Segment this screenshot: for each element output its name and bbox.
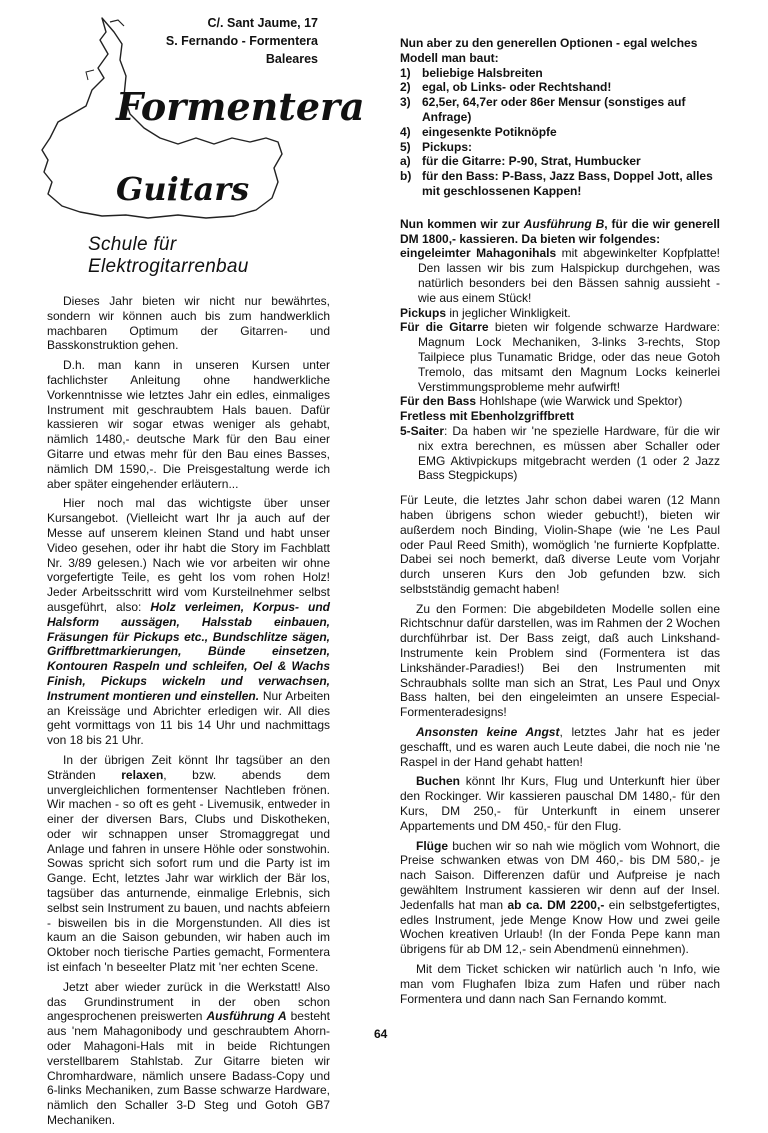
list-item: 2) egal, ob Links- oder Rechtshand! xyxy=(400,80,612,95)
address-street: C/. Sant Jaume, 17 xyxy=(207,16,318,30)
feature-item: Für den Bass Hohlshape (wie Warwick und Spektor) xyxy=(400,394,683,409)
heading-line-1: Schule für xyxy=(88,234,177,255)
options-list xyxy=(400,66,720,199)
page-number: 64 xyxy=(374,1027,388,1041)
right-column xyxy=(400,36,720,1011)
feature-item: 5-Saiter: Da haben wir 'ne spezielle Hardware, für die wir nix extra berechnen, es müssen aber Schaller oder EMG Aktivpickups mitgebracht werden (1 oder 2 Jazz Bass Stegpickups) xyxy=(400,423,720,483)
list-item: 3) 62,5er, 64,7er oder 86er Mensur (sonstiges auf Anfrage) xyxy=(400,95,686,124)
address-region: Baleares xyxy=(265,52,318,66)
ausfuehrung-b-intro: Nun kommen wir zur Ausführung B, für die wir generell DM 1800,- kassieren. Da bieten wir folgendes: xyxy=(400,216,720,246)
left-column xyxy=(47,294,330,1133)
paragraph: Für Leute, die letztes Jahr schon dabei waren (12 Mann haben übrigens schon wieder gebucht!), bieten wir außerdem noch Binding, Violin-Shape (wie 'ne Les Paul oder Paul Reed Smith), womöglich 'ne furnierte Kopfplatte. Dabei sei noch bemerkt, daß diverse Leute vom Vorjahr durch unseren Kurs den Job gefunden bzw. sich selbstständig gemacht haben! xyxy=(400,493,720,596)
list-item: b) für den Bass: P-Bass, Jazz Bass, Doppel Jott, alles mit geschlossenen Kappen! xyxy=(400,169,713,198)
options-intro: Nun aber zu den generellen Optionen - egal welches Modell man baut: xyxy=(400,36,698,65)
feature-item: eingeleimter Mahagonihals mit abgewinkelter Kopfplatte! Den lassen wir bis zum Halspickup durchgehen, was natürlich besonders bei den Bässen sahnig aussieht - wie aus einem Stück! xyxy=(400,246,720,305)
paragraph: In der übrigen Zeit könnt Ihr tagsüber an den Stränden relaxen, bzw. abends dem unvergleichlichen formentenser Nachtleben frönen. Wir machen - so oft es geht - Livemusik, entweder in einer der diversen Bars, Clubs und Diskotheken, oder wir schnappen unser Stromaggregat und Anlage und fahren in unsere Höhle oder sonstwohin. Sowas spricht sich sofort rum und die Party ist im Gange. Echt, letztes Jahr war wirklich der Bär los, tagsüber das anturnende, einmalige Erlebnis, sich selbst sein Instrument zu bauen, und nachts abfeiern - bisweilen bis in die Morgenstunden. All dies ist kaum an die Saison gebunden, wir haben auch im Oktober noch tierische Parties gemacht, Formentera ist einfach 'n beseelter Platz mit 'ner echten Scene. xyxy=(47,752,331,975)
brand-word-guitars: Guitars xyxy=(116,170,250,208)
paragraph: D.h. man kann in unseren Kursen unter fachlichster Anleitung ohne handwerkliche Vorkenntnisse wie letztes Jahr ein edles, einmaliges Instrument mit geschraubtem Hals bauen. Dafür kassieren wir sogar etwas weniger als gehabt, nämlich 1480,- deutsche Mark für den Bau einer Gitarre und etwas mehr für den Bau eines Basses, nämlich DM 1590,-. Die Preisgestaltung werde ich aber später eingehender erläutern... xyxy=(47,358,330,491)
paragraph: Buchen könnt Ihr Kurs, Flug und Unterkunft hier über den Rockinger. Wir kassieren pauschal DM 1480,- für den Kurs, DM 250,- für Unterkunft in einem unserer Appartements und DM 450,- für den Flug. xyxy=(400,774,720,833)
ausfuehrung-a-bold: Ausführung A xyxy=(206,1009,287,1024)
paragraph: Dieses Jahr bieten wir nicht nur bewährtes, sondern wir können auch bis zum handwerklich machbaren Optimum der Gitarren- und Basskonstruktion gehen. xyxy=(47,294,330,353)
list-item: 4) eingesenkte Potiknöpfe xyxy=(400,124,557,139)
paragraph: Flüge buchen wir so nah wie möglich vom Wohnort, die Preise schwanken etwas von DM 460,- bis DM 580,- je nach Saison. Differenzen dafür und Aufpreise je nach gewähltem Instrument kassieren wir denn auf der Insel. Jedenfalls hat man ab ca. DM 2200,- ein selbstgefertigtes, edles Instrument, jede Menge Know How und zwei geile Wochen kreativen Urlaub! (In der Fonda Pepe kann man übrigens für ab DM 12,- sein Abendmenü einnehmen). xyxy=(400,838,720,957)
list-item: 5) Pickups: xyxy=(400,139,473,154)
feature-item: Für die Gitarre bieten wir folgende schwarze Hardware: Magnum Lock Mechaniken, 3-links 3-rechts, Stop Tailpiece plus Tunamatic Bridge, oder das neue Gotoh Tremolo, das mitsamt den Magnum Locks keinerlei Verstimmungsprobleme mehr aufwirft! xyxy=(400,320,721,394)
list-item: a) für die Gitarre: P-90, Strat, Humbucker xyxy=(400,154,641,169)
feature-item: Fretless mit Ebenholzgriffbrett xyxy=(400,409,575,424)
paragraph: Hier noch mal das wichtigste über unser Kursangebot. (Vielleicht wart Ihr ja auch auf der Messe auf unserem kleinen Stand und habt unser Video gesehen, oder ihr habt die Story im Fachblatt Nr. 3/89 gelesen.) Nach wie vor arbeiten wir ohne vorgefertigte Teile, es geht los vom rohen Holz! Jeder Arbeitsschritt wird vom Kursteilnehmer selbst ausgeführt, also: Holz verleimen, Korpus- und Halsform aussägen, Halsstab einbauen, Fräsungen für Pickups etc., Bundschlitze sägen, Griffbrettmarkierungen, Bünde einsetzen, Kontouren Raspeln und schleifen, Oel & Wachs Finish, Pickups wickeln und verwachsen, Instrument montieren und einstellen. Nur Arbeiten an Kreissäge und Abrichter erledigen wir. All dies geht vormittags von 11 bis 14 Uhr und nachmittags von 18 bis 21 Uhr. xyxy=(47,496,330,748)
address-block xyxy=(118,14,318,68)
paragraph: Mit dem Ticket schicken wir natürlich auch 'n Info, wie man vom Flughafen Ibiza zum Hafen und rüber nach Formentera und dann nach San Fernando kommt. xyxy=(400,962,720,1006)
course-steps-bold: Holz verleimen, Korpus- und Halsform aussägen, Halsstab einbauen, Fräsungen für Pickups etc., Bundschlitze sägen, Griffbrettmarkierungen, Bünde einsetzen, Kontouren Raspeln und schleifen, Oel & Wachs Finish, Pickups wickeln und verwachsen, Instrument montieren und einstellen. xyxy=(47,599,330,703)
paragraph: Ansonsten keine Angst, letztes Jahr hat es jeder geschafft, und es waren auch Leute dabei, die noch nie 'ne Raspel in der Hand gehabt hatten! xyxy=(400,725,720,769)
paragraph: Jetzt aber wieder zurück in die Werkstatt! Also das Grundinstrument in der oben schon angesprochenen preiswerten Ausführung A besteht aus 'nem Mahagonibody und geschraubtem Ahorn- oder Mahagoni-Hals mit in beide Richtungen verstellbarem Stahlstab. Zur Gitarre bieten wir Chromhardware, nämlich unsere Badass-Copy und 6-links Mechaniken, zum Basse schwarze Hardware, nämlich den Schaller 3-D Steg und Gotoh GB7 Mechaniken. xyxy=(47,979,330,1128)
brand-word-formentera: Formentera xyxy=(116,84,365,129)
heading-line-2: Elektrogitarrenbau xyxy=(88,256,249,277)
address-town: S. Fernando - Formentera xyxy=(165,34,318,48)
feature-item: Pickups in jeglicher Winkligkeit. xyxy=(400,305,571,320)
relaxen-bold: relaxen xyxy=(121,767,164,782)
paragraph: Zu den Formen: Die abgebildeten Modelle sollen eine Richtschnur dafür darstellen, was im Rahmen der 2 Wochen durchführbar ist. Der Bass zeigt, daß auch Linkshand- Instrumente kein Problem sind (Formentera ist das Linkshänder-Paradies!) Bei den Instrumenten mit Schraubhals sollte man sich an Strat, Les Paul und Onyx Bass halten, bei den eingeleimten an unsere Especial-Formenteradesigns! xyxy=(400,601,720,720)
article-heading xyxy=(88,234,348,278)
list-item: 1) beliebige Halsbreiten xyxy=(400,65,543,80)
